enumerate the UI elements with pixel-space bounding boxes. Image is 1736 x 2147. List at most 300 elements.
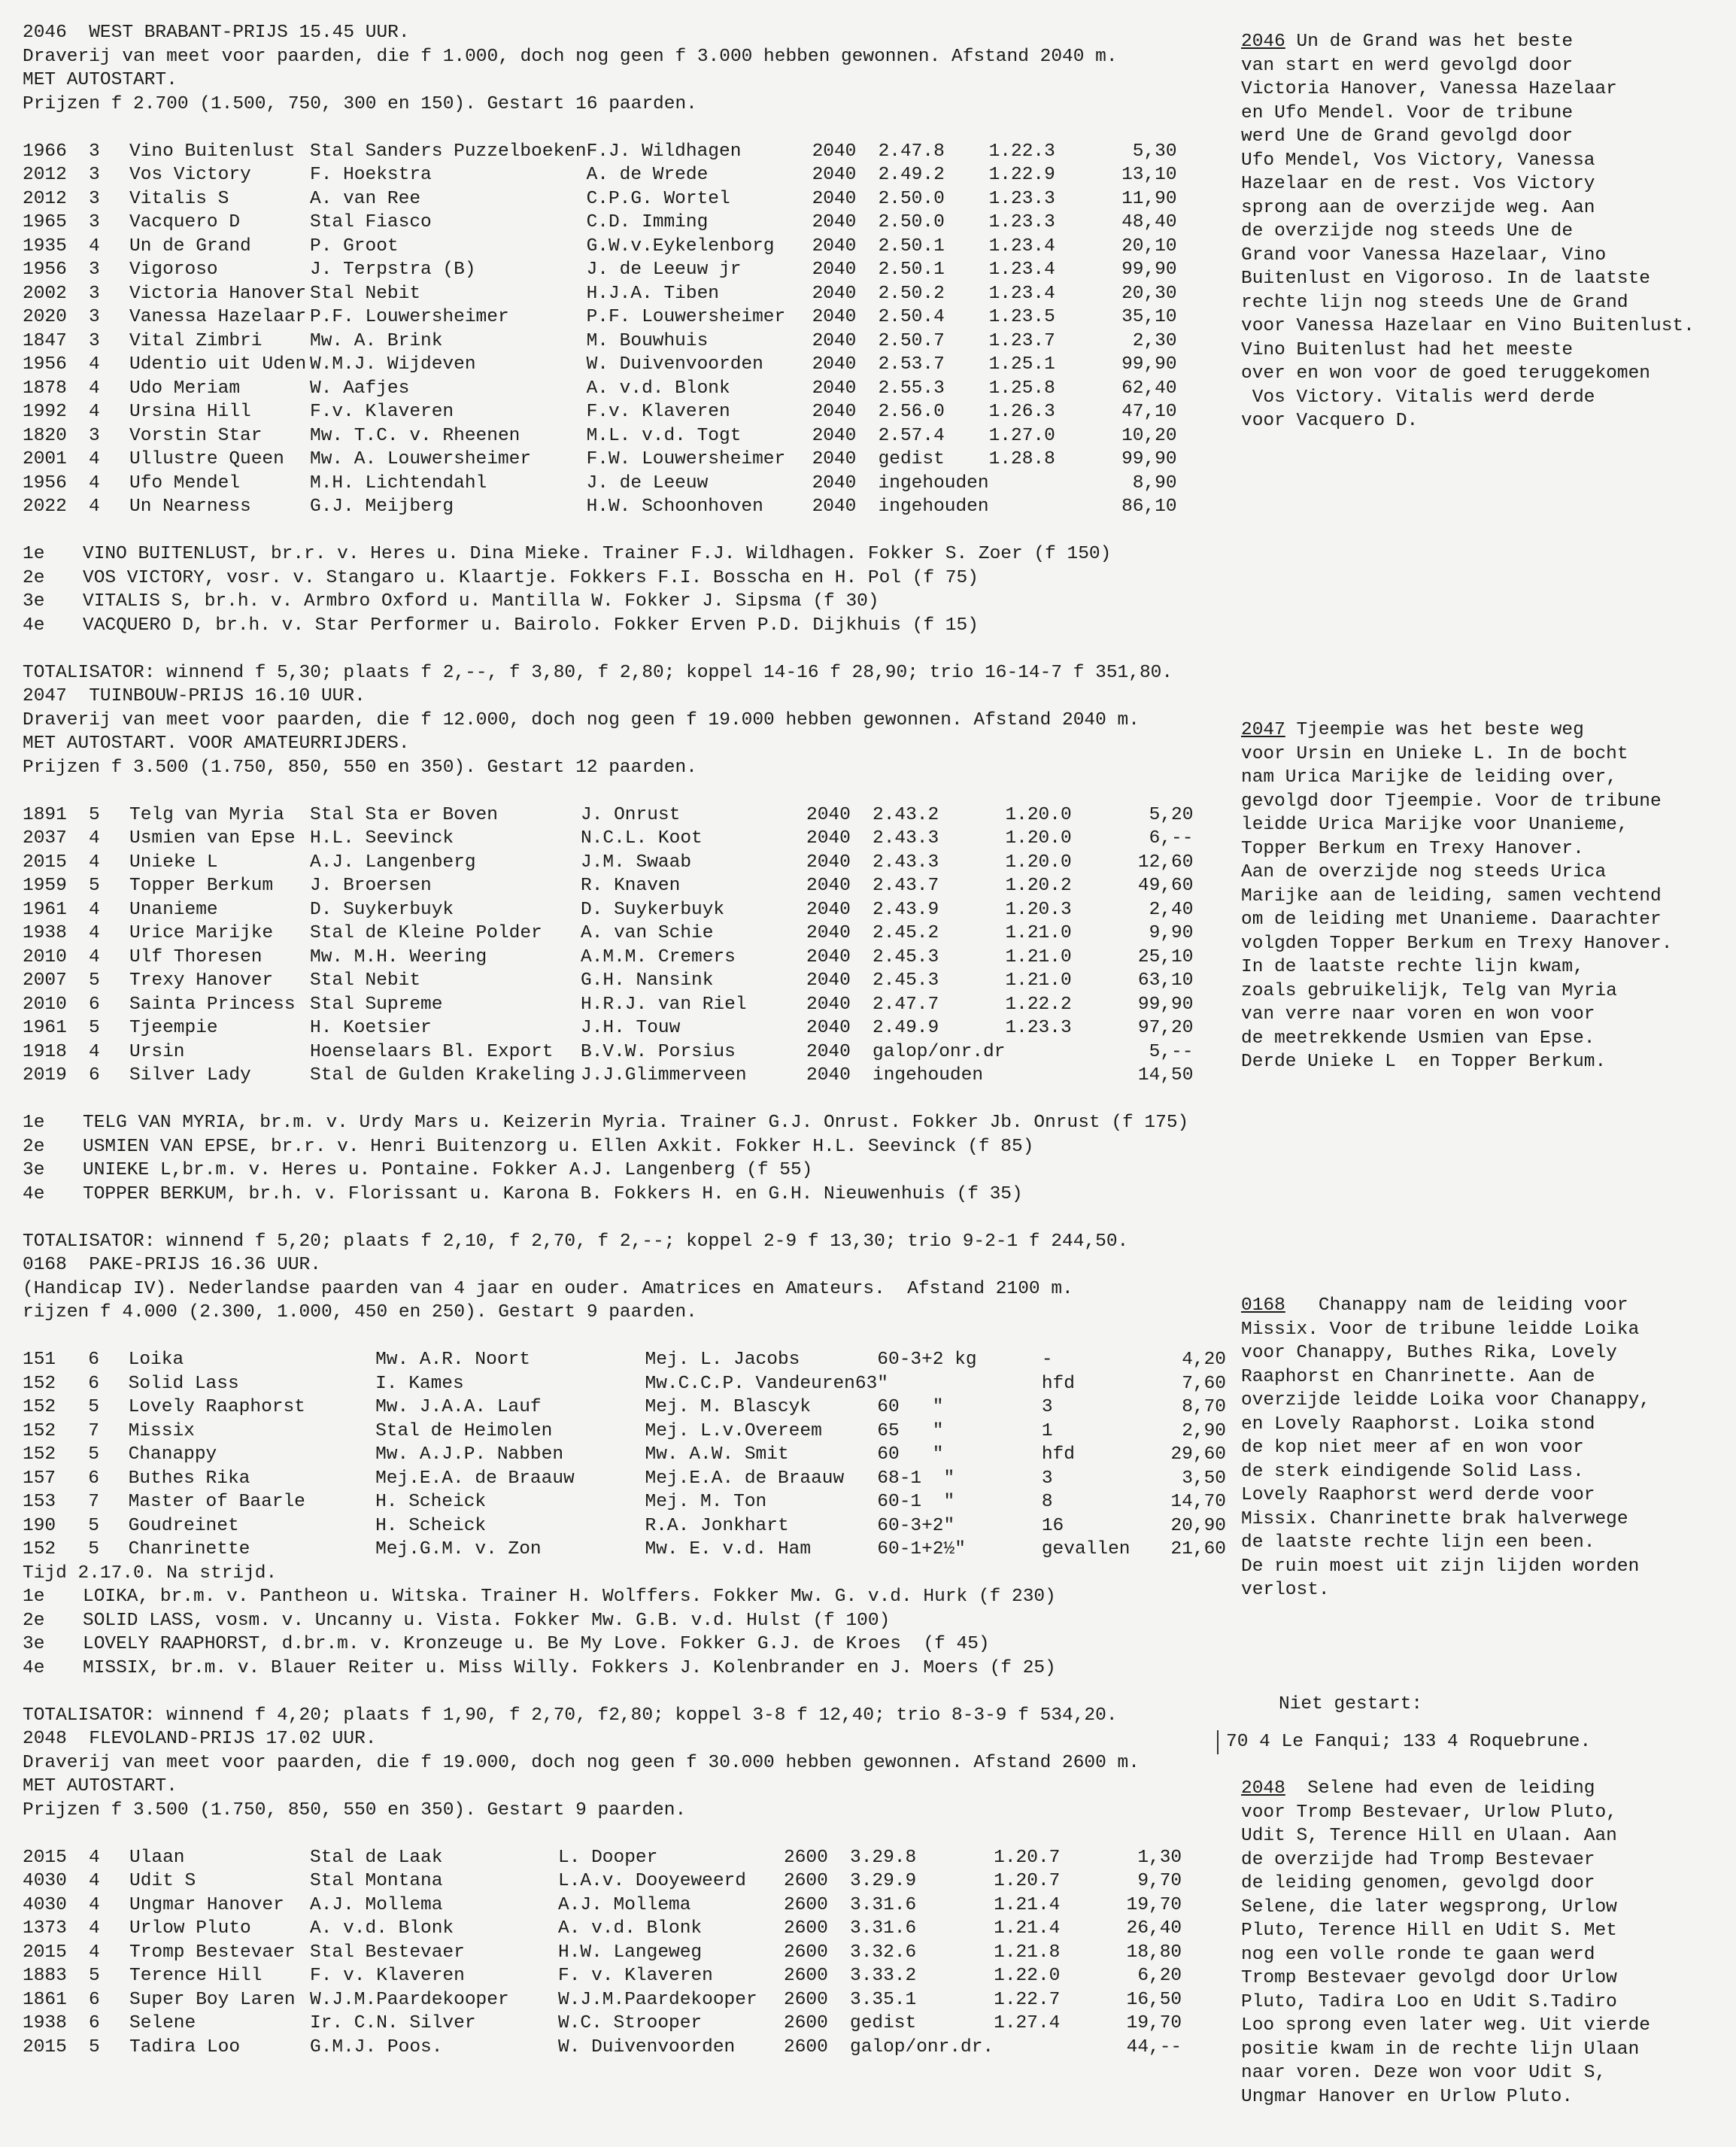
table-cell: F.v. Klaveren: [310, 402, 454, 422]
table-cell: [989, 472, 1090, 496]
report-text-line: Ufo Mendel, Vos Victory, Vanessa: [1241, 150, 1595, 171]
placing-rank: 3e: [23, 1634, 45, 1654]
table-cell: 1891: [23, 804, 67, 825]
report-text-line: om de leiding met Unanieme. Daarachter: [1241, 910, 1662, 930]
table-cell: gevallen: [1041, 1539, 1131, 1559]
table-cell: Tromp Bestevaer: [129, 1942, 296, 1963]
table-cell: J. de Leeuw jr: [586, 260, 742, 280]
table-cell: F. v. Klaveren: [558, 1966, 713, 1986]
race-start-type: MET AUTOSTART.: [23, 70, 178, 90]
report-text-line: en Ufo Mendel. Voor de tribune: [1241, 102, 1574, 123]
race-2047: [23, 685, 1226, 1253]
table-cell: F. v. Klaveren: [310, 1966, 465, 1986]
placing-line: [23, 1135, 1226, 1159]
placings: [23, 1111, 1226, 1206]
table-cell: 1.23.5: [988, 307, 1055, 327]
table-cell: 1.21.0: [1005, 946, 1072, 967]
report-line: [1241, 932, 1730, 956]
table-cell: 2.43.3: [873, 828, 939, 849]
table-cell: 2040: [812, 235, 857, 257]
table-cell: 2037: [23, 828, 67, 849]
table-cell: Stal Supreme: [310, 994, 443, 1015]
race-time: Tijd 2.17.0. Na strijd.: [23, 1562, 278, 1584]
report-text-line: werd Une de Grand gevolgd door: [1241, 126, 1574, 147]
report-text-line: voor Vacquero D.: [1241, 411, 1419, 431]
table-cell: 1.26.3: [988, 402, 1055, 422]
table-cell: W.J.M.Paardekooper: [558, 1989, 757, 2010]
table-cell: A. de Wrede: [586, 165, 709, 185]
table-cell: Vitalis S: [129, 188, 229, 209]
report-2046: [1241, 30, 1730, 433]
placing-line: [23, 1632, 1226, 1657]
table-cell: 1961: [23, 1018, 67, 1038]
table-cell: 25,10: [1137, 946, 1194, 967]
table-row: [23, 1917, 1182, 1941]
table-cell: 2040: [812, 472, 857, 493]
table-cell: 2040: [812, 188, 857, 209]
table-cell: 12,60: [1137, 852, 1194, 873]
table-cell: Stal de Gulden Krakeling: [310, 1065, 575, 1086]
table-cell: 3: [89, 307, 100, 327]
table-cell: 5: [88, 1397, 99, 1417]
table-cell: 16,50: [1126, 1989, 1182, 2010]
table-cell: Goudreinet: [128, 1515, 239, 1536]
table-cell: 97,20: [1137, 1018, 1194, 1038]
placing-line: [23, 590, 1226, 614]
table-cell: 19,70: [1126, 2013, 1182, 2033]
table-row: [23, 874, 1193, 898]
table-cell: 2040: [812, 425, 857, 446]
table-cell: 1956: [23, 472, 67, 493]
report-line: [1241, 979, 1730, 1004]
table-cell: 26,40: [1126, 1918, 1182, 1939]
table-cell: W. Aafjes: [310, 378, 410, 399]
report-text-line: De ruin moest uit zijn lijden worden: [1241, 1556, 1640, 1577]
race-conditions: (Handicap IV). Nederlandse paarden van 4 jaar en ouder. Amatrices en Amateurs. Afstand 2100 m.: [23, 1278, 1073, 1299]
table-cell: 2040: [806, 923, 851, 943]
table-cell: 1373: [23, 1918, 67, 1939]
table-cell: Usmien van Epse: [129, 828, 296, 849]
table-cell: 4: [89, 497, 100, 517]
report-text-line: de leiding genomen, gevolgd door: [1241, 1873, 1595, 1893]
table-cell: 11,90: [1121, 188, 1177, 209]
table-cell: 18,80: [1126, 1942, 1182, 1963]
table-cell: 63,10: [1137, 970, 1194, 991]
table-cell: Ufo Mendel: [129, 472, 241, 493]
table-row: [23, 1040, 1193, 1064]
table-cell: Ulf Thoresen: [129, 946, 263, 967]
race-title: 2046 WEST BRABANT-PRIJS 15.45 UUR.: [23, 23, 410, 43]
table-cell: 2.43.2: [873, 804, 939, 825]
report-text-line: de overzijde nog steeds Une de: [1241, 221, 1574, 241]
report-line: [1241, 1578, 1730, 1602]
report-line: [1241, 1460, 1730, 1484]
table-row: [23, 424, 1177, 448]
totalisator: TOTALISATOR: winnend f 5,20; plaats f 2,10, f 2,70, f 2,--; koppel 2-9 f 13,30; trio 9-2-1 f 244,50.: [23, 1231, 1129, 1252]
table-cell: W.J.M.Paardekooper: [310, 1989, 509, 2010]
table-cell: 60 ": [877, 1444, 944, 1465]
table-cell: 5: [89, 970, 100, 991]
table-row: [23, 1988, 1182, 2012]
placing-rank: 3e: [23, 1160, 45, 1180]
report-line: [1241, 742, 1730, 767]
table-cell: C.P.G. Wortel: [586, 188, 730, 209]
table-cell: 1.20.7: [994, 1871, 1061, 1891]
race-prizes: rijzen f 4.000 (2.300, 1.000, 450 en 250). Gestart 9 paarden.: [23, 1302, 697, 1323]
table-cell: 20,90: [1170, 1515, 1226, 1536]
table-cell: 152: [23, 1373, 56, 1394]
table-cell: 3: [89, 260, 100, 280]
results-table: [23, 803, 1193, 1088]
table-cell: 5: [88, 1539, 99, 1559]
table-cell: Loika: [128, 1350, 184, 1370]
report-line: [1241, 339, 1730, 363]
table-cell: F. Hoekstra: [310, 165, 432, 185]
table-cell: 2040: [812, 141, 857, 162]
table-cell: 47,10: [1121, 402, 1177, 422]
table-cell: 2,40: [1149, 899, 1194, 920]
report-text-line: Aan de overzijde nog steeds Urica: [1241, 862, 1607, 882]
table-cell: Vino Buitenlust: [129, 141, 296, 162]
table-cell: Mw. M.H. Weering: [310, 946, 487, 967]
table-cell: Mw.C.C.P. Vandeuren63: [645, 1373, 878, 1394]
table-cell: Lovely Raaphorst: [128, 1397, 305, 1417]
table-row: [23, 2036, 1182, 2060]
report-line: [1241, 1508, 1730, 1532]
report-line: [1241, 54, 1730, 78]
table-cell: 4: [89, 354, 100, 375]
report-text-line: Pluto, Tadira Loo en Udit S.Tadiro: [1241, 1991, 1617, 2012]
table-cell: A.J. Langenberg: [310, 852, 476, 873]
table-row: [23, 140, 1177, 164]
table-cell: P.F. Louwersheimer: [586, 307, 786, 327]
report-line: [1241, 1801, 1730, 1825]
table-row: [23, 305, 1177, 329]
table-cell: 2.57.4: [878, 425, 945, 446]
table-cell: Stal de Laak: [310, 1847, 443, 1868]
race-conditions: Draverij van meet voor paarden, die f 12.000, doch nog geen f 19.000 hebben gewonnen. Afstand 2040 m.: [23, 709, 1140, 730]
table-cell: 4030: [23, 1871, 67, 1891]
table-cell: Urice Marijke: [129, 923, 274, 943]
race-prizes: Prijzen f 3.500 (1.750, 850, 550 en 350). Gestart 9 paarden.: [23, 1799, 687, 1821]
report-line: [1241, 1318, 1730, 1342]
table-cell: N.C.L. Koot: [581, 828, 703, 849]
table-cell: 1.21.4: [994, 1894, 1061, 1915]
report-line: [1241, 1003, 1730, 1027]
table-cell: 2.49.9: [873, 1018, 939, 1038]
placing-rank: 3e: [23, 591, 45, 612]
report-text-line: Udit S, Terence Hill en Ulaan. Aan: [1241, 1826, 1617, 1846]
table-cell: A.J. Mollema: [310, 1894, 443, 1915]
report-text-line: Lovely Raaphorst werd derde voor: [1241, 1485, 1595, 1505]
table-cell: 3.31.6: [850, 1894, 917, 1915]
table-cell: W. Duivenvoorden: [586, 354, 763, 375]
table-row: [23, 1443, 1226, 1467]
table-cell: 3,50: [1182, 1468, 1226, 1489]
table-cell: 62,40: [1121, 378, 1177, 399]
table-cell: 1956: [23, 354, 67, 375]
placing-line: [23, 1159, 1226, 1183]
table-cell: 2040: [806, 852, 851, 873]
table-cell: 3.33.2: [850, 1966, 917, 1986]
report-text-line: de laatste rechte lijn een been.: [1241, 1532, 1595, 1553]
table-cell: ingehouden: [873, 1065, 984, 1086]
report-line: [1241, 908, 1730, 932]
table-cell: 2010: [23, 946, 67, 967]
table-cell: Ursin: [129, 1041, 185, 1062]
table-cell: Stal Sanders Puzzelboeken: [310, 141, 587, 162]
results-table: [23, 140, 1177, 519]
report-text-line: over en won voor de goed teruggekomen: [1241, 363, 1650, 384]
report-line: [1241, 1531, 1730, 1555]
table-cell: 2.50.2: [878, 283, 945, 304]
placing-rank: 1e: [23, 1113, 45, 1133]
table-cell: 2040: [812, 378, 857, 399]
table-row: [23, 211, 1177, 235]
table-cell: 19,70: [1126, 1894, 1182, 1915]
table-cell: 3: [89, 330, 100, 351]
report-text-line: leidde Urica Marijke voor Unanieme,: [1241, 815, 1628, 835]
report-line: [1241, 2014, 1730, 2038]
table-cell: 6: [89, 1065, 100, 1086]
report-text-line: In de laatste rechte lijn kwam,: [1241, 957, 1584, 977]
table-cell: 2,30: [1132, 330, 1177, 351]
table-cell: 2.55.3: [878, 378, 945, 399]
table-cell: 1847: [23, 330, 67, 351]
placing-line: [23, 542, 1226, 566]
table-cell: 48,40: [1121, 212, 1177, 232]
report-text-line: Selene, die later wegsprong, Urlow: [1241, 1896, 1617, 1918]
table-row: [23, 235, 1177, 259]
table-cell: H. Scheick: [375, 1515, 487, 1536]
table-cell: Stal Fiasco: [310, 212, 432, 232]
report-line: [1241, 1365, 1730, 1389]
table-cell: A.J. Mollema: [558, 1894, 691, 1915]
report-line: [1241, 220, 1730, 244]
table-cell: 5: [89, 1018, 100, 1038]
table-cell: 1861: [23, 1989, 67, 2010]
table-row: [23, 1490, 1226, 1514]
report-text-line: Buitenlust en Vigoroso. In de laatste: [1241, 269, 1650, 289]
table-cell: Mej.E.A. de Braauw: [375, 1468, 575, 1489]
report-line: [1241, 1896, 1730, 1920]
table-cell: D. Suykerbuyk: [581, 899, 725, 920]
table-cell: 2.50.1: [878, 235, 945, 257]
table-cell: H.W. Schoonhoven: [586, 497, 763, 517]
table-cell: 1.23.4: [988, 260, 1055, 280]
table-cell: 1.21.8: [994, 1942, 1061, 1963]
report-line: [1241, 409, 1730, 433]
table-cell: J. de Leeuw: [586, 472, 709, 493]
table-row: [23, 282, 1177, 306]
table-cell: 1820: [23, 425, 67, 446]
table-cell: 3: [89, 165, 100, 185]
table-cell: 44,--: [1126, 2036, 1182, 2057]
table-cell: 2040: [812, 330, 857, 351]
table-cell: F.v. Klaveren: [586, 402, 730, 422]
table-cell: 2600: [784, 1942, 828, 1963]
table-cell: J. Onrust: [581, 804, 681, 825]
report-text-line: voor Tromp Bestevaer, Urlow Pluto,: [1241, 1802, 1617, 1823]
table-row: [23, 1016, 1193, 1040]
table-cell: Mw. A. Brink: [310, 330, 443, 351]
table-row: [23, 377, 1177, 401]
placing-rank: 4e: [23, 1183, 45, 1204]
table-cell: 1.22.3: [988, 141, 1055, 162]
table-cell: W. Duivenvoorden: [558, 2036, 736, 2057]
report-line: [1241, 1555, 1730, 1579]
table-cell: R. Knaven: [581, 876, 681, 896]
table-cell: 1938: [23, 2013, 67, 2033]
table-cell: Un Nearness: [129, 497, 251, 517]
table-cell: Ir. C.N. Silver: [310, 2013, 476, 2033]
table-cell: 2022: [23, 497, 67, 517]
placing-description: VACQUERO D, br.h. v. Star Performer u. Bairolo. Fokker Erven P.D. Dijkhuis (f 15): [83, 615, 979, 636]
table-cell: 1.23.4: [988, 283, 1055, 304]
table-cell: 6: [88, 1373, 99, 1394]
table-row: [23, 1348, 1226, 1372]
report-line: [1241, 1966, 1730, 1991]
placing-description: TELG VAN MYRIA, br.m. v. Urdy Mars u. Keizerin Myria. Trainer G.J. Onrust. Fokker Jb. Onrust (f 175): [83, 1113, 1189, 1133]
table-cell: 20,30: [1121, 283, 1177, 304]
table-cell: M.L. v.d. Togt: [586, 425, 742, 446]
table-cell: 3.29.8: [850, 1847, 917, 1868]
report-text-line: Loo sprong even later weg. Uit vierde: [1241, 2015, 1650, 2036]
table-cell: 1.20.3: [1005, 899, 1072, 920]
table-cell: 153: [23, 1492, 56, 1512]
table-cell: 9,70: [1137, 1871, 1182, 1891]
report-text-line: Victoria Hanover, Vanessa Hazelaar: [1241, 79, 1617, 99]
table-cell: 2040: [806, 1041, 851, 1062]
report-line: [1241, 885, 1730, 909]
report-text-line: Missix. Voor de tribune leidde Loika: [1241, 1319, 1640, 1340]
table-cell: Terence Hill: [129, 1966, 263, 1986]
table-cell: 1.22.7: [994, 1989, 1061, 2010]
table-cell: Topper Berkum: [129, 876, 274, 896]
race-title: 2048 FLEVOLAND-PRIJS 17.02 UUR.: [23, 1729, 377, 1749]
table-row: [23, 1538, 1226, 1562]
table-cell: Mw. A.J.P. Nabben: [375, 1444, 564, 1465]
table-cell: Mej. M. Ton: [645, 1492, 767, 1512]
table-cell: hfd: [1041, 1373, 1075, 1394]
table-cell: 5: [88, 1444, 99, 1465]
table-cell: 2040: [806, 876, 851, 896]
table-cell: 60-1+2½": [877, 1539, 966, 1559]
report-line: [1241, 1389, 1730, 1413]
table-cell: Ursina Hill: [129, 402, 251, 422]
table-cell: 2040: [812, 212, 857, 232]
table-cell: I. Kames: [375, 1373, 464, 1394]
report-text-line: naar voren. Deze won voor Udit S,: [1241, 2063, 1607, 2083]
report-text-line: Grand voor Vanessa Hazelaar, Vino: [1241, 244, 1607, 266]
race-2048: [23, 1727, 1226, 2059]
table-cell: 1.23.3: [1005, 1018, 1072, 1038]
table-cell: 3: [1041, 1397, 1053, 1417]
table-cell: J.M. Swaab: [581, 852, 692, 873]
report-text-line: Topper Berkum en Trexy Hanover.: [1241, 838, 1584, 859]
table-cell: 2040: [806, 804, 851, 825]
report-text-line: de meetrekkende Usmien van Epse.: [1241, 1028, 1595, 1049]
table-cell: 2040: [812, 354, 857, 375]
placing-rank: 1e: [23, 544, 45, 564]
table-row: [23, 1395, 1226, 1420]
table-cell: [989, 495, 1090, 519]
table-row: [23, 1514, 1226, 1538]
report-text-line: de sterk eindigende Solid Lass.: [1241, 1461, 1584, 1482]
table-cell: L. Dooper: [558, 1847, 658, 1868]
table-cell: 60-1 ": [877, 1492, 955, 1512]
table-cell: 8,90: [1132, 472, 1177, 493]
report-line: [1241, 1777, 1730, 1801]
report-text-line: de kop niet meer af en won voor: [1241, 1438, 1584, 1458]
table-row: [23, 969, 1193, 993]
table-cell: 4: [89, 378, 100, 399]
table-row: [23, 1372, 1226, 1396]
table-cell: 2.43.3: [873, 852, 939, 873]
table-cell: 1935: [23, 235, 67, 257]
table-cell: 1: [1041, 1420, 1053, 1441]
table-cell: H.J.A. Tiben: [586, 283, 719, 304]
report-line: [1241, 1050, 1730, 1074]
report-line: [1241, 362, 1730, 386]
table-cell: P. Groot: [310, 235, 399, 257]
placing-rank: 1e: [23, 1587, 45, 1607]
table-row: [23, 946, 1193, 970]
table-cell: 4: [89, 852, 100, 873]
report-line: [1241, 1436, 1730, 1460]
table-cell: 2010: [23, 994, 67, 1015]
table-row: [23, 353, 1177, 377]
placing-rank: 4e: [23, 1657, 45, 1678]
not-started: 70 4 Le Fanqui; 133 4 Roquebrune.: [1217, 1730, 1715, 1754]
table-cell: 4: [89, 828, 100, 849]
race-start-type: MET AUTOSTART. VOOR AMATEURRIJDERS.: [23, 733, 410, 754]
table-cell: 7,60: [1182, 1373, 1226, 1394]
table-cell: 2040: [812, 165, 857, 185]
table-cell: 2007: [23, 970, 67, 991]
totalisator: TOTALISATOR: winnend f 5,30; plaats f 2,--, f 3,80, f 2,80; koppel 14-16 f 28,90; trio 16-14-7 f 351,80.: [23, 662, 1173, 683]
table-cell: Silver Lady: [129, 1065, 251, 1086]
table-cell: 2040: [812, 260, 857, 280]
table-cell: 2600: [784, 1894, 828, 1915]
table-cell: 6: [89, 2013, 100, 2033]
table-cell: W.C. Strooper: [558, 2013, 703, 2033]
table-cell: 2.43.7: [873, 876, 939, 896]
report-text-line: Tromp Bestevaer gevolgd door Urlow: [1241, 1968, 1617, 1988]
table-cell: 99,90: [1121, 260, 1177, 280]
table-cell: Mw. T.C. v. Rheenen: [310, 425, 520, 446]
table-cell: Vacquero D: [129, 212, 241, 232]
totalisator: TOTALISATOR: winnend f 4,20; plaats f 1,90, f 2,70, f2,80; koppel 3-8 f 12,40; trio 8-3-9 f 534,20.: [23, 1705, 1118, 1726]
table-cell: 1956: [23, 260, 67, 280]
table-row: [23, 187, 1177, 211]
table-row: [23, 400, 1177, 424]
table-cell: 2015: [23, 1942, 67, 1963]
report-line: [1241, 1824, 1730, 1848]
table-cell: 2.43.9: [873, 899, 939, 920]
table-cell: 2015: [23, 2036, 67, 2057]
table-cell: 1959: [23, 876, 67, 896]
table-cell: Mw. A. Louwersheimer: [310, 449, 532, 469]
report-text-line: volgden Topper Berkum en Trexy Hanover.: [1241, 933, 1673, 954]
table-cell: Ungmar Hanover: [129, 1894, 284, 1915]
table-cell: H.L. Seevinck: [310, 828, 454, 849]
table-cell: 99,90: [1137, 994, 1194, 1015]
table-row: [23, 2012, 1182, 2036]
table-cell: 1883: [23, 1966, 67, 1986]
table-cell: M. Bouwhuis: [586, 330, 709, 351]
report-text-line: Derde Unieke L en Topper Berkum.: [1241, 1052, 1607, 1072]
